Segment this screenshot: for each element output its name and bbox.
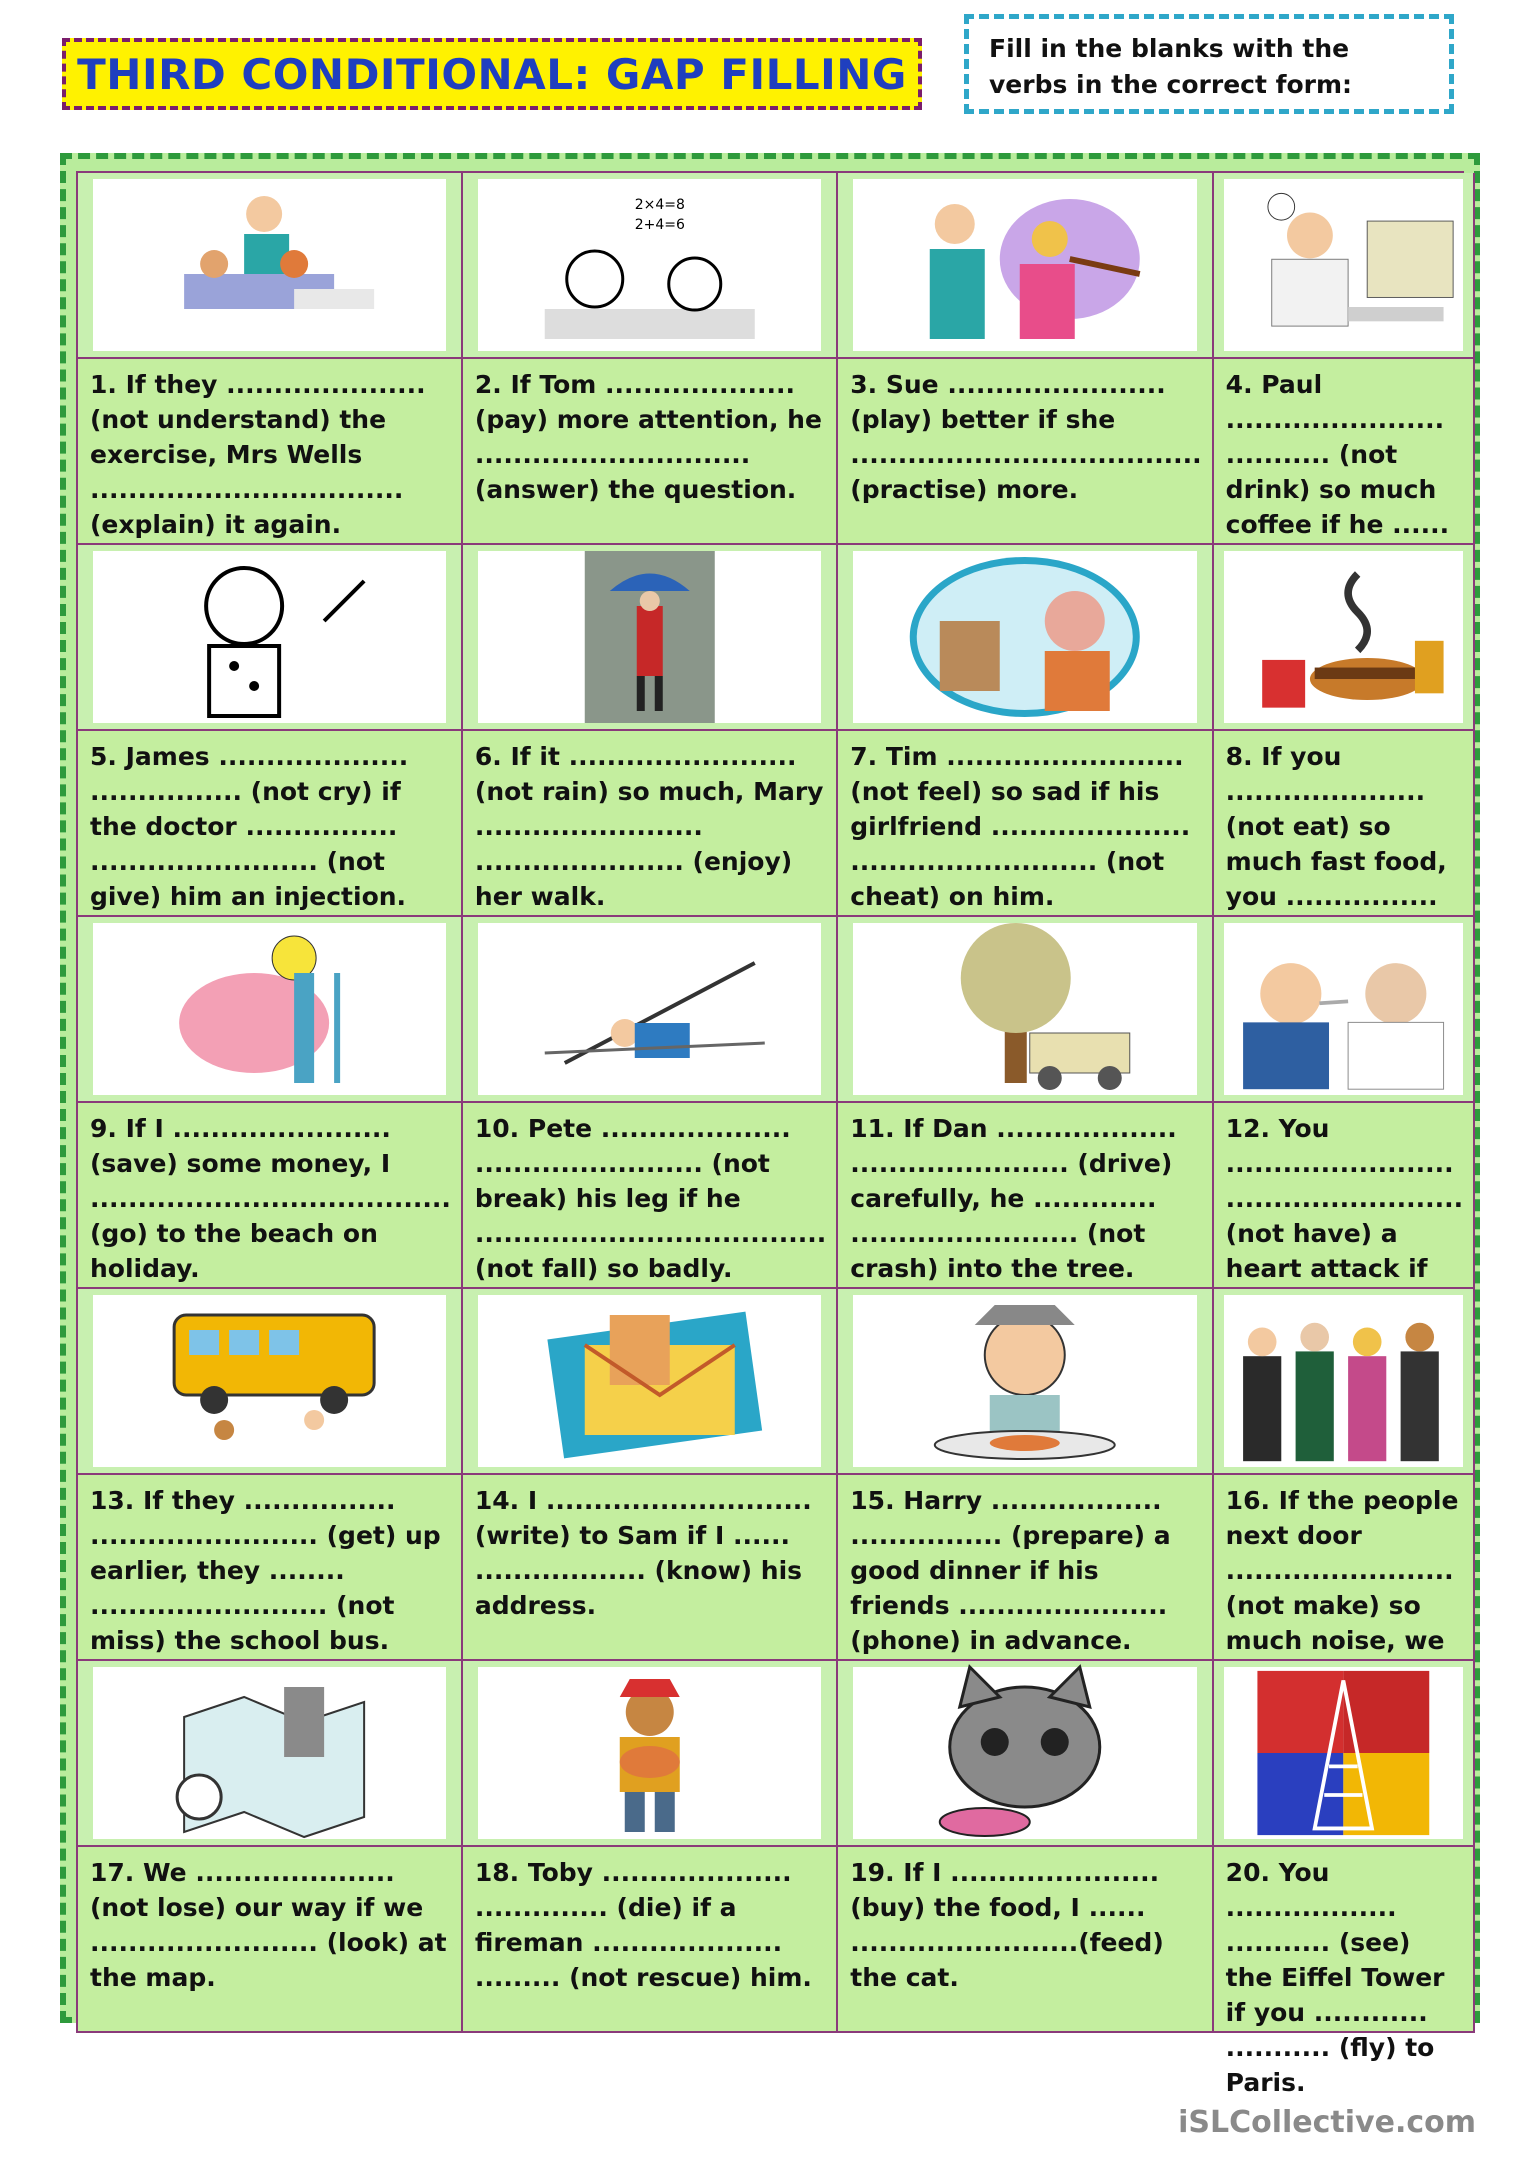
man-at-computer-image (1224, 179, 1463, 351)
exercise-text-19: 19. If I ...................... (buy) the food, I ...... ........................(feed) the cat. (838, 1847, 1213, 2033)
piggy-bank-ladder-image (93, 923, 445, 1095)
school-bus-image (93, 1295, 445, 1467)
exercise-text-15: 15. Harry .................. ................ (prepare) a good dinner if his friends ...................... (phone) in advance. (838, 1475, 1213, 1661)
exercise-text-16: 16. If the people next door ........................ (not make) so much noise, we (1214, 1475, 1475, 1661)
picture-cell (1214, 545, 1475, 731)
exercise-frame (60, 153, 1480, 2097)
instructions-box (964, 14, 1454, 114)
instructions-text: Fill in the blanks with the verbs in the correct form: (989, 34, 1353, 99)
violin-lesson-image (853, 179, 1197, 351)
exercise-text-20: 20. You .................. ........... (see) the Eiffel Tower if you ............ ........... (fly) to Paris. (1214, 1847, 1475, 2033)
kids-at-blackboard-image (478, 179, 822, 351)
svg-text:2+4=6: 2+4=6 (634, 217, 685, 233)
exercise-text-11: 11. If Dan ................... ....................... (drive) carefully, he ............. ........................ (not crash) into the tree. (838, 1103, 1213, 1289)
party-people-image (1224, 1295, 1463, 1467)
exercise-text-5: 5. James .................... ................ (not cry) if the doctor ................ ........................ (not give) him an injection. (78, 731, 463, 917)
sad-man-photo-image (853, 551, 1197, 723)
picture-cell (838, 173, 1213, 359)
crying-boy-injection-image (93, 551, 445, 723)
svg-text:2×4=8: 2×4=8 (634, 197, 685, 213)
exercise-text-9: 9. If I ....................... (save) some money, I ...................................... (go) to the beach on holiday. (78, 1103, 463, 1289)
man-with-fish-dish-image (853, 1295, 1197, 1467)
picture-cell (838, 545, 1213, 731)
picture-cell (463, 1661, 838, 1847)
exercise-text-14: 14. I ............................ (write) to Sam if I ...... .................. (know) his address. (463, 1475, 838, 1661)
picture-cell (463, 917, 838, 1103)
exercise-text-2: 2. If Tom .................... (pay) more attention, he ............................. (answer) the question. (463, 359, 838, 545)
exercise-text-13: 13. If they ................ ........................ (get) up earlier, they ........ ......................... (not miss) the school bus. (78, 1475, 463, 1661)
title-banner (62, 38, 922, 110)
map-compass-image (93, 1667, 445, 1839)
woman-umbrella-rain-image (478, 551, 822, 723)
skier-falling-image (478, 923, 822, 1095)
car-crash-tree-image (853, 923, 1197, 1095)
exercise-text-4: 4. Paul ....................... ........... (not drink) so much coffee if he ...... (1214, 359, 1475, 545)
picture-cell (1214, 917, 1475, 1103)
picture-cell (838, 1661, 1213, 1847)
picture-cell (838, 917, 1213, 1103)
teacher-helping-students-image (93, 179, 445, 351)
exercise-text-8: 8. If you ..................... (not eat) so much fast food, you ................ (1214, 731, 1475, 917)
exercise-grid (76, 171, 1464, 2097)
picture-cell (78, 917, 463, 1103)
picture-cell (838, 1289, 1213, 1475)
exercise-text-12: 12. You ........................ ......................... (not have) a heart attack if (1214, 1103, 1475, 1289)
picture-cell (463, 1289, 838, 1475)
exercise-text-7: 7. Tim ......................... (not feel) so sad if his girlfriend ..................... .......................... (not cheat) on him. (838, 731, 1213, 917)
picture-cell (1214, 1661, 1475, 1847)
eiffel-tower-image (1224, 1667, 1463, 1839)
doctor-smoker-image (1224, 923, 1463, 1095)
exercise-text-3: 3. Sue ....................... (play) better if she ..................................... (practise) more. (838, 359, 1213, 545)
fireman-with-dog-image (478, 1667, 822, 1839)
exercise-text-17: 17. We ..................... (not lose) our way if we ........................ (look) at the map. (78, 1847, 463, 2033)
picture-cell (78, 1661, 463, 1847)
picture-cell (1214, 173, 1475, 359)
picture-cell (78, 1289, 463, 1475)
watermark-footer: iSLCollective.com (1178, 2105, 1476, 2140)
cat-with-bowl-image (853, 1667, 1197, 1839)
letters-envelopes-image (478, 1295, 822, 1467)
picture-cell (78, 545, 463, 731)
exercise-text-6: 6. If it ........................ (not rain) so much, Mary ........................ ...................... (enjoy) her walk. (463, 731, 838, 917)
page-title: THIRD CONDITIONAL: GAP FILLING (77, 49, 907, 99)
exercise-text-1: 1. If they ..................... (not understand) the exercise, Mrs Wells ................................. (explain) it again. (78, 359, 463, 545)
picture-cell (463, 545, 838, 731)
picture-cell (1214, 1289, 1475, 1475)
fast-food-image (1224, 551, 1463, 723)
exercise-text-10: 10. Pete .................... ........................ (not break) his leg if he ..................................... (not fall) so badly. (463, 1103, 838, 1289)
picture-cell (78, 173, 463, 359)
picture-cell (463, 173, 838, 359)
exercise-text-18: 18. Toby .................... .............. (die) if a fireman .................... ......... (not rescue) him. (463, 1847, 838, 2033)
